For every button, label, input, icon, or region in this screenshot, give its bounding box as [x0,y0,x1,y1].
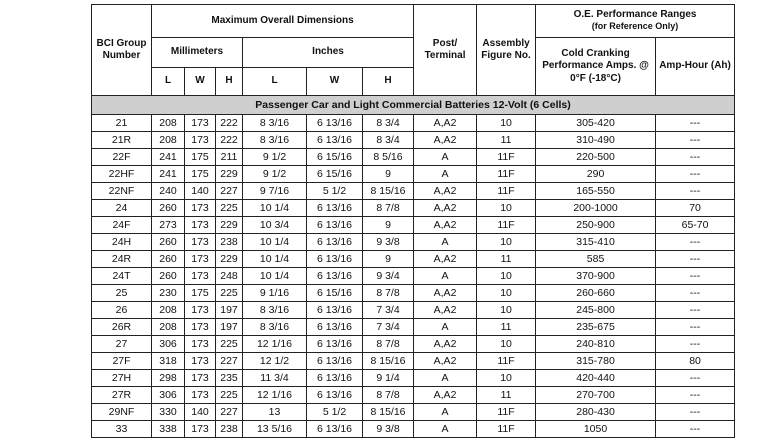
in-height-cell: 8 7/8 [363,387,414,404]
mm-width-cell: 173 [185,421,216,438]
mm-height-cell: 248 [216,268,243,285]
amp-hour-cell: --- [656,421,735,438]
mm-length-cell: 208 [152,132,185,149]
in-length-cell: 12 1/16 [243,387,307,404]
assembly-figure-cell: 11 [477,132,536,149]
mm-length-cell: 338 [152,421,185,438]
cold-cranking-cell: 310-490 [536,132,656,149]
in-width-cell: 6 13/16 [307,319,363,336]
amp-hour-cell: 65-70 [656,217,735,234]
oe-subtitle: (for Reference Only) [591,21,679,31]
mm-width-cell: 173 [185,370,216,387]
in-height-header: H [363,68,414,96]
table-row [92,387,735,404]
millimeters-header: Millimeters [152,38,243,68]
mm-width-cell: 173 [185,387,216,404]
mm-height-cell: 227 [216,353,243,370]
in-length-cell: 8 3/16 [243,132,307,149]
group-cell: 24T [92,268,152,285]
cold-cranking-cell: 270-700 [536,387,656,404]
amp-hour-cell: --- [656,234,735,251]
mm-height-cell: 235 [216,370,243,387]
group-cell: 21R [92,132,152,149]
in-width-cell: 6 13/16 [307,132,363,149]
mm-length-cell: 208 [152,302,185,319]
cold-cranking-cell: 235-675 [536,319,656,336]
assembly-figure-cell: 11F [477,183,536,200]
in-width-cell: 6 13/16 [307,217,363,234]
mm-length-cell: 230 [152,285,185,302]
assembly-figure-cell: 10 [477,234,536,251]
mm-height-cell: 225 [216,336,243,353]
in-width-cell: 6 13/16 [307,387,363,404]
assembly-figure-cell: 11 [477,387,536,404]
in-height-cell: 8 3/4 [363,115,414,132]
post-terminal-cell: A,A2 [414,353,477,370]
mm-length-cell: 330 [152,404,185,421]
in-length-cell: 8 3/16 [243,319,307,336]
group-cell: 26R [92,319,152,336]
table-row [92,217,735,234]
assembly-figure-cell: 10 [477,200,536,217]
table-row [92,336,735,353]
max-dimensions-header: Maximum Overall Dimensions [152,5,414,38]
in-width-cell: 6 13/16 [307,251,363,268]
assembly-figure-cell: 11F [477,166,536,183]
in-length-cell: 11 3/4 [243,370,307,387]
group-cell: 21 [92,115,152,132]
amp-hour-cell: --- [656,166,735,183]
group-cell: 27F [92,353,152,370]
mm-height-cell: 225 [216,387,243,404]
cold-cranking-cell: 290 [536,166,656,183]
group-cell: 27R [92,387,152,404]
cold-cranking-cell: 260-660 [536,285,656,302]
mm-height-cell: 229 [216,166,243,183]
in-height-cell: 9 [363,217,414,234]
group-cell: 24H [92,234,152,251]
post-terminal-cell: A [414,404,477,421]
table-row [92,166,735,183]
mm-length-cell: 260 [152,200,185,217]
amp-hour-header: Amp-Hour (Ah) [656,38,735,96]
amp-hour-cell: --- [656,115,735,132]
mm-width-cell: 173 [185,319,216,336]
in-length-cell: 9 1/16 [243,285,307,302]
mm-length-cell: 260 [152,251,185,268]
mm-width-cell: 175 [185,149,216,166]
amp-hour-cell: --- [656,387,735,404]
bci-group-header: BCI Group Number [92,5,152,96]
in-width-cell: 6 13/16 [307,336,363,353]
table-row [92,200,735,217]
cold-cranking-cell: 1050 [536,421,656,438]
oe-performance-header [536,5,735,38]
group-cell: 29NF [92,404,152,421]
amp-hour-cell: --- [656,302,735,319]
table-row [92,268,735,285]
assembly-figure-cell: 11 [477,251,536,268]
table-row [92,370,735,387]
post-terminal-cell: A,A2 [414,183,477,200]
cold-cranking-cell: 220-500 [536,149,656,166]
post-terminal-cell: A [414,319,477,336]
in-width-cell: 5 1/2 [307,183,363,200]
group-cell: 22F [92,149,152,166]
in-length-cell: 8 3/16 [243,302,307,319]
mm-width-cell: 140 [185,183,216,200]
cold-cranking-cell: 245-800 [536,302,656,319]
table-row [92,319,735,336]
mm-height-cell: 197 [216,302,243,319]
in-length-cell: 9 1/2 [243,166,307,183]
in-length-cell: 9 7/16 [243,183,307,200]
group-cell: 24R [92,251,152,268]
mm-length-cell: 298 [152,370,185,387]
in-length-cell: 10 1/4 [243,251,307,268]
mm-width-cell: 173 [185,234,216,251]
group-cell: 22HF [92,166,152,183]
in-height-cell: 9 3/4 [363,268,414,285]
amp-hour-cell: 70 [656,200,735,217]
table-row [92,285,735,302]
mm-length-cell: 208 [152,319,185,336]
amp-hour-cell: --- [656,268,735,285]
in-length-cell: 12 1/16 [243,336,307,353]
post-terminal-cell: A [414,149,477,166]
assembly-figure-cell: 10 [477,336,536,353]
in-length-cell: 10 1/4 [243,268,307,285]
post-terminal-cell: A,A2 [414,387,477,404]
assembly-figure-cell: 10 [477,115,536,132]
mm-length-cell: 306 [152,336,185,353]
post-terminal-cell: A,A2 [414,132,477,149]
in-height-cell: 8 15/16 [363,404,414,421]
cold-cranking-cell: 240-810 [536,336,656,353]
in-height-cell: 8 7/8 [363,200,414,217]
amp-hour-cell: --- [656,132,735,149]
amp-hour-cell: --- [656,319,735,336]
mm-length-cell: 306 [152,387,185,404]
inches-header: Inches [243,38,414,68]
table-row [92,183,735,200]
mm-length-cell: 208 [152,115,185,132]
mm-height-cell: 225 [216,285,243,302]
table-row [92,234,735,251]
oe-title: O.E. Performance Ranges [573,8,697,20]
in-width-cell: 6 13/16 [307,421,363,438]
in-width-header: W [307,68,363,96]
in-height-cell: 8 5/16 [363,149,414,166]
in-width-cell: 6 13/16 [307,115,363,132]
assembly-figure-cell: 11F [477,353,536,370]
in-width-cell: 6 15/16 [307,285,363,302]
post-terminal-cell: A,A2 [414,200,477,217]
amp-hour-cell: --- [656,251,735,268]
cold-cranking-header: Cold Cranking Performance Amps. @ 0°F (-18°C) [536,38,656,96]
group-cell: 24F [92,217,152,234]
mm-width-cell: 175 [185,166,216,183]
mm-width-cell: 175 [185,285,216,302]
cold-cranking-cell: 280-430 [536,404,656,421]
mm-width-cell: 173 [185,353,216,370]
amp-hour-cell: --- [656,370,735,387]
group-cell: 25 [92,285,152,302]
in-height-cell: 8 15/16 [363,183,414,200]
group-cell: 24 [92,200,152,217]
in-length-cell: 13 [243,404,307,421]
cold-cranking-cell: 370-900 [536,268,656,285]
assembly-figure-cell: 11 [477,319,536,336]
in-length-cell: 9 1/2 [243,149,307,166]
mm-height-cell: 225 [216,200,243,217]
assembly-figure-cell: 11F [477,217,536,234]
post-terminal-cell: A [414,421,477,438]
in-width-cell: 6 13/16 [307,268,363,285]
amp-hour-cell: 80 [656,353,735,370]
in-width-cell: 6 13/16 [307,302,363,319]
assembly-figure-cell: 11F [477,149,536,166]
in-height-cell: 9 3/8 [363,421,414,438]
mm-width-cell: 173 [185,132,216,149]
in-height-cell: 9 3/8 [363,234,414,251]
table-row [92,353,735,370]
mm-length-cell: 318 [152,353,185,370]
mm-height-cell: 229 [216,251,243,268]
amp-hour-cell: --- [656,336,735,353]
mm-width-header: W [185,68,216,96]
assembly-figure-cell: 10 [477,268,536,285]
post-terminal-header: Post/ Terminal [414,5,477,96]
mm-height-cell: 222 [216,132,243,149]
mm-width-cell: 173 [185,200,216,217]
group-cell: 26 [92,302,152,319]
in-length-cell: 10 3/4 [243,217,307,234]
table-row [92,251,735,268]
post-terminal-cell: A,A2 [414,115,477,132]
assembly-figure-cell: 11F [477,404,536,421]
assembly-figure-cell: 10 [477,302,536,319]
post-terminal-cell: A [414,370,477,387]
in-width-cell: 6 13/16 [307,370,363,387]
post-terminal-cell: A [414,234,477,251]
mm-length-cell: 241 [152,149,185,166]
mm-height-cell: 238 [216,234,243,251]
table-row [92,149,735,166]
post-terminal-cell: A,A2 [414,285,477,302]
cold-cranking-cell: 250-900 [536,217,656,234]
cold-cranking-cell: 165-550 [536,183,656,200]
in-width-cell: 6 13/16 [307,234,363,251]
mm-height-header: H [216,68,243,96]
post-terminal-cell: A,A2 [414,302,477,319]
mm-width-cell: 173 [185,115,216,132]
in-length-cell: 8 3/16 [243,115,307,132]
amp-hour-cell: --- [656,183,735,200]
mm-length-cell: 260 [152,234,185,251]
in-height-cell: 8 3/4 [363,132,414,149]
mm-width-cell: 173 [185,217,216,234]
cold-cranking-cell: 315-780 [536,353,656,370]
mm-width-cell: 173 [185,302,216,319]
mm-width-cell: 140 [185,404,216,421]
mm-length-cell: 240 [152,183,185,200]
in-height-cell: 8 7/8 [363,285,414,302]
amp-hour-cell: --- [656,404,735,421]
mm-length-cell: 260 [152,268,185,285]
mm-height-cell: 227 [216,183,243,200]
in-length-cell: 12 1/2 [243,353,307,370]
group-cell: 22NF [92,183,152,200]
table-row [92,404,735,421]
in-height-cell: 8 7/8 [363,336,414,353]
mm-length-header: L [152,68,185,96]
cold-cranking-cell: 420-440 [536,370,656,387]
assembly-figure-cell: 10 [477,370,536,387]
in-width-cell: 6 15/16 [307,149,363,166]
in-height-cell: 9 1/4 [363,370,414,387]
mm-width-cell: 173 [185,336,216,353]
in-length-header: L [243,68,307,96]
cold-cranking-cell: 200-1000 [536,200,656,217]
in-height-cell: 9 [363,166,414,183]
assembly-figure-header: Assembly Figure No. [477,5,536,96]
table-row [92,132,735,149]
in-width-cell: 6 13/16 [307,353,363,370]
mm-width-cell: 173 [185,251,216,268]
mm-height-cell: 211 [216,149,243,166]
in-width-cell: 5 1/2 [307,404,363,421]
in-height-cell: 8 15/16 [363,353,414,370]
group-cell: 27 [92,336,152,353]
mm-height-cell: 222 [216,115,243,132]
amp-hour-cell: --- [656,285,735,302]
amp-hour-cell: --- [656,149,735,166]
in-height-cell: 9 [363,251,414,268]
in-height-cell: 7 3/4 [363,319,414,336]
in-length-cell: 13 5/16 [243,421,307,438]
battery-specs-table [91,4,735,438]
mm-height-cell: 238 [216,421,243,438]
mm-height-cell: 229 [216,217,243,234]
post-terminal-cell: A,A2 [414,251,477,268]
assembly-figure-cell: 11F [477,421,536,438]
cold-cranking-cell: 315-410 [536,234,656,251]
mm-length-cell: 273 [152,217,185,234]
cold-cranking-cell: 305-420 [536,115,656,132]
post-terminal-cell: A,A2 [414,336,477,353]
in-length-cell: 10 1/4 [243,234,307,251]
post-terminal-cell: A [414,166,477,183]
in-width-cell: 6 13/16 [307,200,363,217]
in-height-cell: 7 3/4 [363,302,414,319]
post-terminal-cell: A [414,268,477,285]
table-row [92,302,735,319]
cold-cranking-cell: 585 [536,251,656,268]
group-cell: 27H [92,370,152,387]
post-terminal-cell: A,A2 [414,217,477,234]
mm-length-cell: 241 [152,166,185,183]
in-length-cell: 10 1/4 [243,200,307,217]
assembly-figure-cell: 10 [477,285,536,302]
in-width-cell: 6 15/16 [307,166,363,183]
mm-height-cell: 227 [216,404,243,421]
table-row [92,115,735,132]
table-row [92,421,735,438]
mm-height-cell: 197 [216,319,243,336]
group-cell: 33 [92,421,152,438]
mm-width-cell: 173 [185,268,216,285]
section-title: Passenger Car and Light Commercial Batteries 12-Volt (6 Cells) [92,96,735,115]
